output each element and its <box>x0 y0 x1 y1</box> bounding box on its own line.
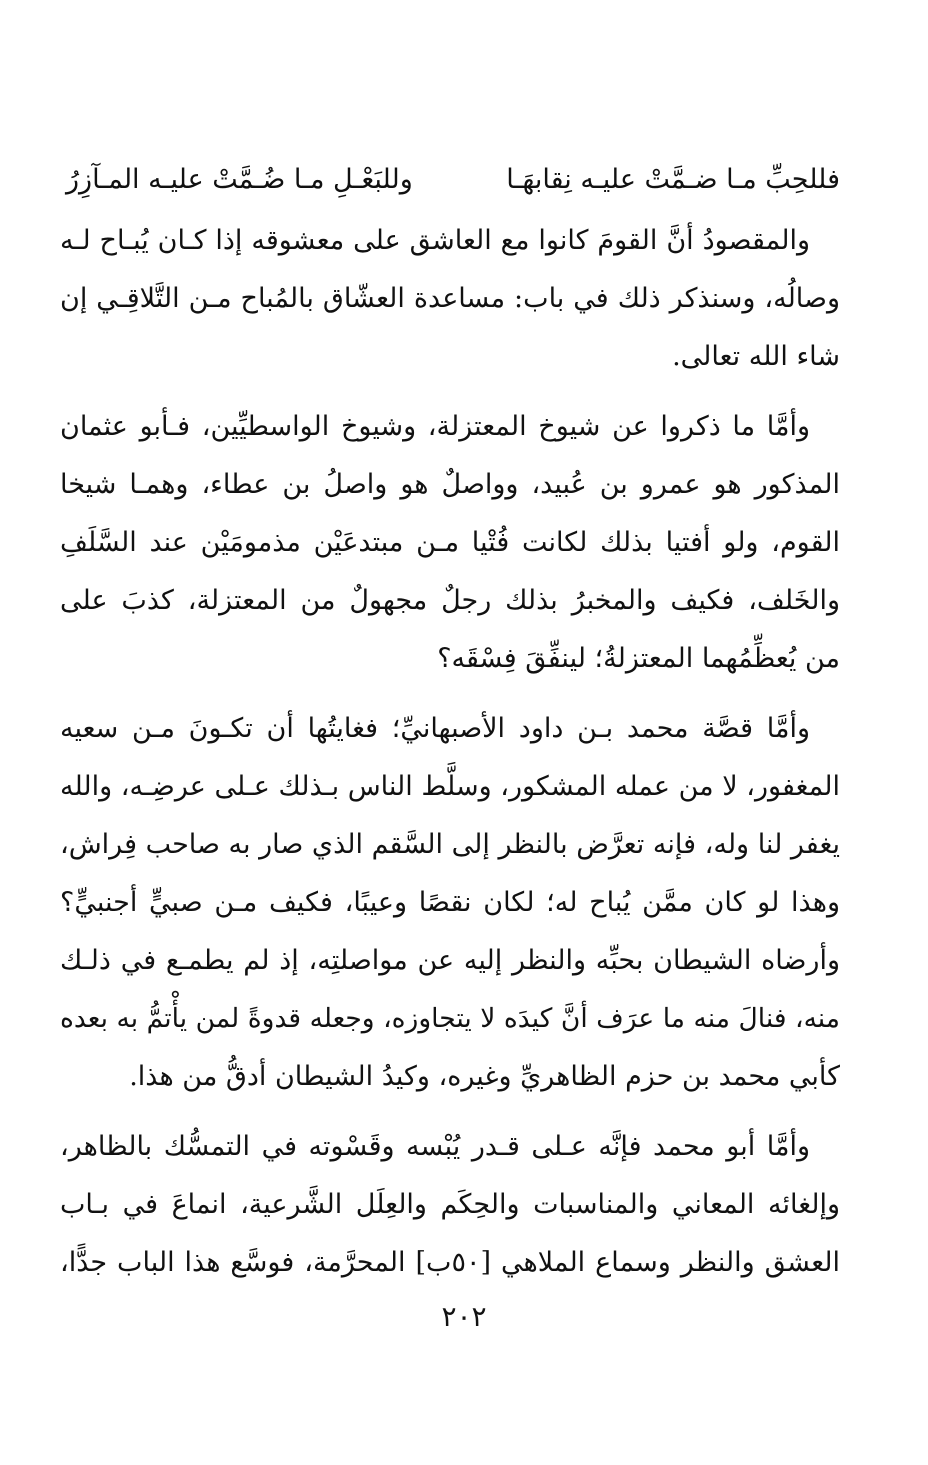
paragraph-line: من يُعظِّمُهما المعتزلةُ؛ لينفِّقَ فِسْقَه؟ <box>437 643 840 674</box>
paragraph-2 <box>60 398 840 688</box>
paragraph-line: شاء الله تعالى. <box>672 341 840 372</box>
paragraph-line: وأمَّا قصَّة محمد بـن داود الأصبهانيِّ؛ فغايتُها أن تكـونَ مـن سعيه <box>60 713 810 744</box>
paragraph-line: العشق والنظر وسماع الملاهي [٥٠ب] المحرَّمة، فوسَّع هذا الباب جدًّا، <box>60 1247 840 1278</box>
book-page <box>60 150 840 1365</box>
paragraph-line: القوم، ولو أفتيا بذلك لكانت فُتْيا مـن مبتدعَيْن مذمومَيْن عند السَّلَفِ <box>60 527 840 558</box>
paragraph-line: وصالُه، وسنذكر ذلك في باب: مساعدة العشّاق بالمُباح مـن التَّلاقِـي إن <box>60 283 840 314</box>
paragraph-line: والخَلف، فكيف والمخبرُ بذلك رجلٌ مجهولٌ من المعتزلة، كذبَ على <box>60 585 840 616</box>
paragraph-line: وأمَّا أبو محمد فإنَّه عـلى قـدر يُبْسه وقَسْوته في التمسُّك بالظاهر، <box>60 1131 810 1162</box>
paragraph-1 <box>60 212 840 386</box>
paragraph-3 <box>60 700 840 1106</box>
paragraph-line: وأمَّا ما ذكروا عن شيوخ المعتزلة، وشيوخ الواسطيِّين، فـأبو عثمان <box>60 411 810 442</box>
paragraph-line: المغفور، لا من عمله المشكور، وسلَّط الناس بـذلك عـلى عرضِـه، والله <box>60 771 840 802</box>
paragraph-4 <box>60 1118 840 1292</box>
page-number: ٢٠٢ <box>441 1300 487 1333</box>
verse-right-hemistich: فللحِبِّ مـا ضـمَّتْ عليـه نِقابهَـا <box>506 164 840 195</box>
paragraph-line: كأبي محمد بن حزم الظاهريِّ وغيره، وكيدُ الشيطان أدقُّ من هذا. <box>129 1061 840 1092</box>
paragraph-line: والمقصودُ أنَّ القومَ كانوا مع العاشق على معشوقه إذا كـان يُبـاح لـه <box>60 225 810 256</box>
paragraph-line: وهذا لو كان ممَّن يُباح له؛ لكان نقصًا وعيبًا، فكيف مـن صبيٍّ أجنبيٍّ؟ <box>60 887 840 918</box>
paragraph-line: يغفر لنا وله، فإنه تعرَّض بالنظر إلى السَّقم الذي صار به صاحب فِراش، <box>60 829 840 860</box>
paragraph-line: وأرضاه الشيطان بحبِّه والنظر إليه عن مواصلتِه، إذ لم يطمـع في ذلـك <box>60 945 840 976</box>
verse-left-hemistich: وللبَعْـلِ مـا ضُـمَّتْ عليـه المـآزِرُ <box>66 164 413 195</box>
paragraph-line: المذكور هو عمرو بن عُبيد، وواصلٌ هو واصلُ بن عطاء، وهمـا شيخا <box>60 469 840 500</box>
paragraph-line: منه، فنالَ منه ما عرَف أنَّ كيدَه لا يتجاوزه، وجعله قدوةً لمن يأْتمُّ به بعده <box>60 1003 840 1034</box>
paragraph-line: وإلغائه المعاني والمناسبات والحِكَم والعِلَل الشَّرعية، انماعَ في بـاب <box>60 1189 840 1220</box>
poetry-verse <box>60 150 840 210</box>
